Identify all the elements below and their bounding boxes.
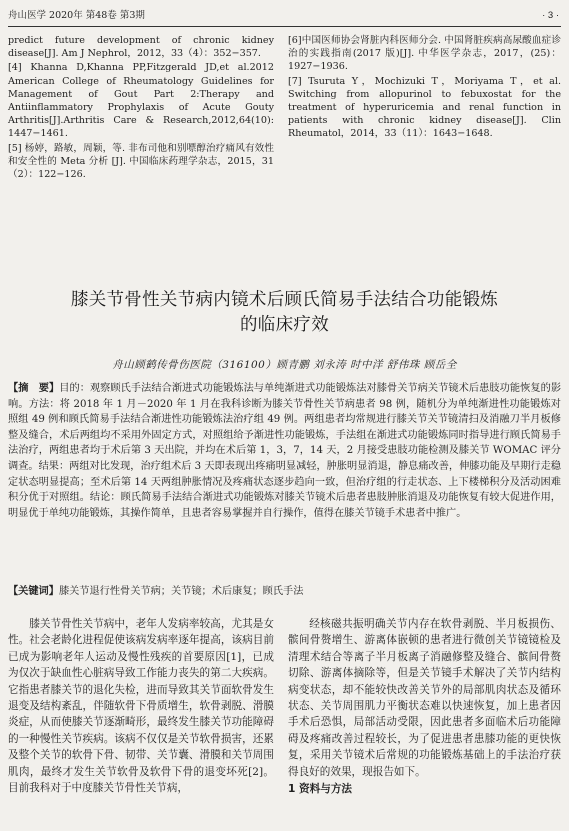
body-paragraph: 经核磁共振明确关节内存在软骨剥脱、半月板损伤、髌间骨赘增生、游离体嵌顿的患者进行微创关节镜镜检及清理术结合等离子半月板离子消融修整及缝合、髌间骨赘切除、游离体摘除等，但是关节镜手术解决了关节内结构病变状态，却不能较快改善关节外的局部肌肉状态及循环状态、关节周围肌力平衡状态难以快速恢复，加上患者因手术后恐惧，局部活动受限，因此患者多面临术后功能障碍及疼痛改善过程较长，为了促进患者患膝功能的更快恢复，采用关节镜术后常规的功能锻炼基础上的手法治疗获得良好的效果，现报告如下。 bbox=[288, 618, 561, 778]
abstract-label: 【摘 要】 bbox=[8, 383, 60, 394]
keywords bbox=[8, 584, 561, 599]
article-title-line1: 膝关节骨性关节病内镜术后顾氏简易手法结合功能锻炼 bbox=[70, 290, 499, 310]
reference-item: predict future development of chronic kidney disease[J]. Am J Nephrol，2012，33（4）：352−357. bbox=[8, 35, 274, 60]
references-right-column bbox=[288, 34, 561, 142]
abstract-text: 目的：观察顾氏手法结合渐进式功能锻炼法与单纯渐进式功能锻炼法对膝骨关节病关节镜术后患肢功能恢复的影响。方法：将 2018 年 1 月－2020 年 1 月在我科诊断为膝关节骨性关节病患者 98 例，随机分为单纯渐进性功能锻炼对照组 49 例和顾氏简易手法结合渐进性功能锻炼法治疗组 49 例。两组患者均常规进行膝关节关节镜清扫及消融刀半月板修整及缝合，术后两组均不采用外固定方式，对照组给予渐进性功能锻炼，手法组在渐进式功能锻炼同时指导进行顾氏简易手法治疗，两组患者均于术后第 3 天出院，并均在术后第 1，3，7，14 天，2 月接受患肢功能检测及膝关节 WOMAC 评分调查。结果：两组对比发现，治疗组术后 3 天即表现出疼痛明显减轻，肿胀明显消退，静息痛改善，伸膝功能及早期行走稳定状态明显提高；至术后第 14 天两组肿胀情况及疼痛状态逐步趋向一致，但治疗组的行走状态、上下楼梯积分及活动困难积分优于对照组。结论：顾氏简易手法结合渐进式功能锻炼对膝关节镜术后患者患肢肿胀消退及功能恢复有较大促进作用，明显优于单纯功能锻炼，其操作简单，且患者容易掌握并自行操作，值得在膝关节镜手术患者中推广。 bbox=[8, 383, 562, 519]
reference-item: [7] Tsuruta Y，Mochizuki T，Moriyama T，et al. Switching from allopurinol to febuxostat for the treatment of hyperuricemia and renal function in patients with chronic kidney disease[J]. Clin Rheumatol，2014，33（11）：1643−1648. bbox=[288, 75, 561, 140]
article-title-line2: 的临床疗效 bbox=[240, 315, 329, 335]
body-right-column bbox=[288, 616, 561, 797]
page-number: · 3 · bbox=[542, 10, 559, 21]
body-left-column bbox=[8, 616, 274, 796]
journal-title: 舟山医学 2020年 第48卷 第3期 bbox=[8, 10, 145, 21]
article-title bbox=[0, 288, 569, 338]
keywords-text: 膝关节退行性骨关节病；关节镜；术后康复；顾氏手法 bbox=[58, 586, 304, 597]
abstract bbox=[8, 381, 561, 521]
body-paragraph: 膝关节骨性关节病中，老年人发病率较高，尤其是女性。社会老龄化进程促使该病发病率逐年提高，该病目前已成为影响老年人运动及慢性残疾的首要原因[1]，已成为仅次于缺血性心脏病导致工作能力丧失的第二大疾病。它指患者膝关节的退化失检，进而导致其关节面软骨发生退变及结构紊乱，伴随软骨下骨质增生，软骨剥脱、滑膜炎症，从而使膝关节逐渐畸形，最终发生膝关节功能障碍的一种慢性关节疾病。该病不仅仅是关节软骨损害，还累及整个关节的软骨下骨、韧带、关节囊、滑膜和关节周围肌肉，最终才发生关节软骨及软骨下骨的退变坏死[2]。目前我科对于中度膝关节骨性关节病， bbox=[8, 618, 274, 795]
running-header bbox=[8, 6, 561, 27]
keywords-label: 【关键词】 bbox=[8, 586, 59, 597]
section-heading: 1 资料与方法 bbox=[288, 783, 353, 796]
reference-item: [4] Khanna D,Khanna PP,Fitzgerald JD,et al.2012 American College of Rheumatology Guidelines for Management of Gout Part 2:Therapy and Antiinflammatory Prophylaxis of Acute Gouty Arthritis[J].Arthritis Care & Research,2012,64(10): 1447−1461. bbox=[8, 62, 274, 140]
reference-item: [5] 杨婷，路敏，周颖，等. 非布司他和别嘌醇治疗痛风有效性和安全性的 Meta 分析 [J]. 中国临床药理学杂志，2015，31（2）：122−126. bbox=[8, 142, 274, 181]
reference-item: [6]中国医师协会肾脏内科医师分会. 中国肾脏疾病高尿酸血症诊治的实践指南(2017 版)[J]. 中华医学杂志，2017，(25)：1927−1936. bbox=[288, 35, 561, 73]
references-left-column bbox=[8, 34, 274, 182]
author-affiliation: 舟山顾鹤传骨伤医院（316100）顾青鹏 刘永涛 时中洋 舒伟珠 顾岳全 bbox=[112, 359, 457, 371]
